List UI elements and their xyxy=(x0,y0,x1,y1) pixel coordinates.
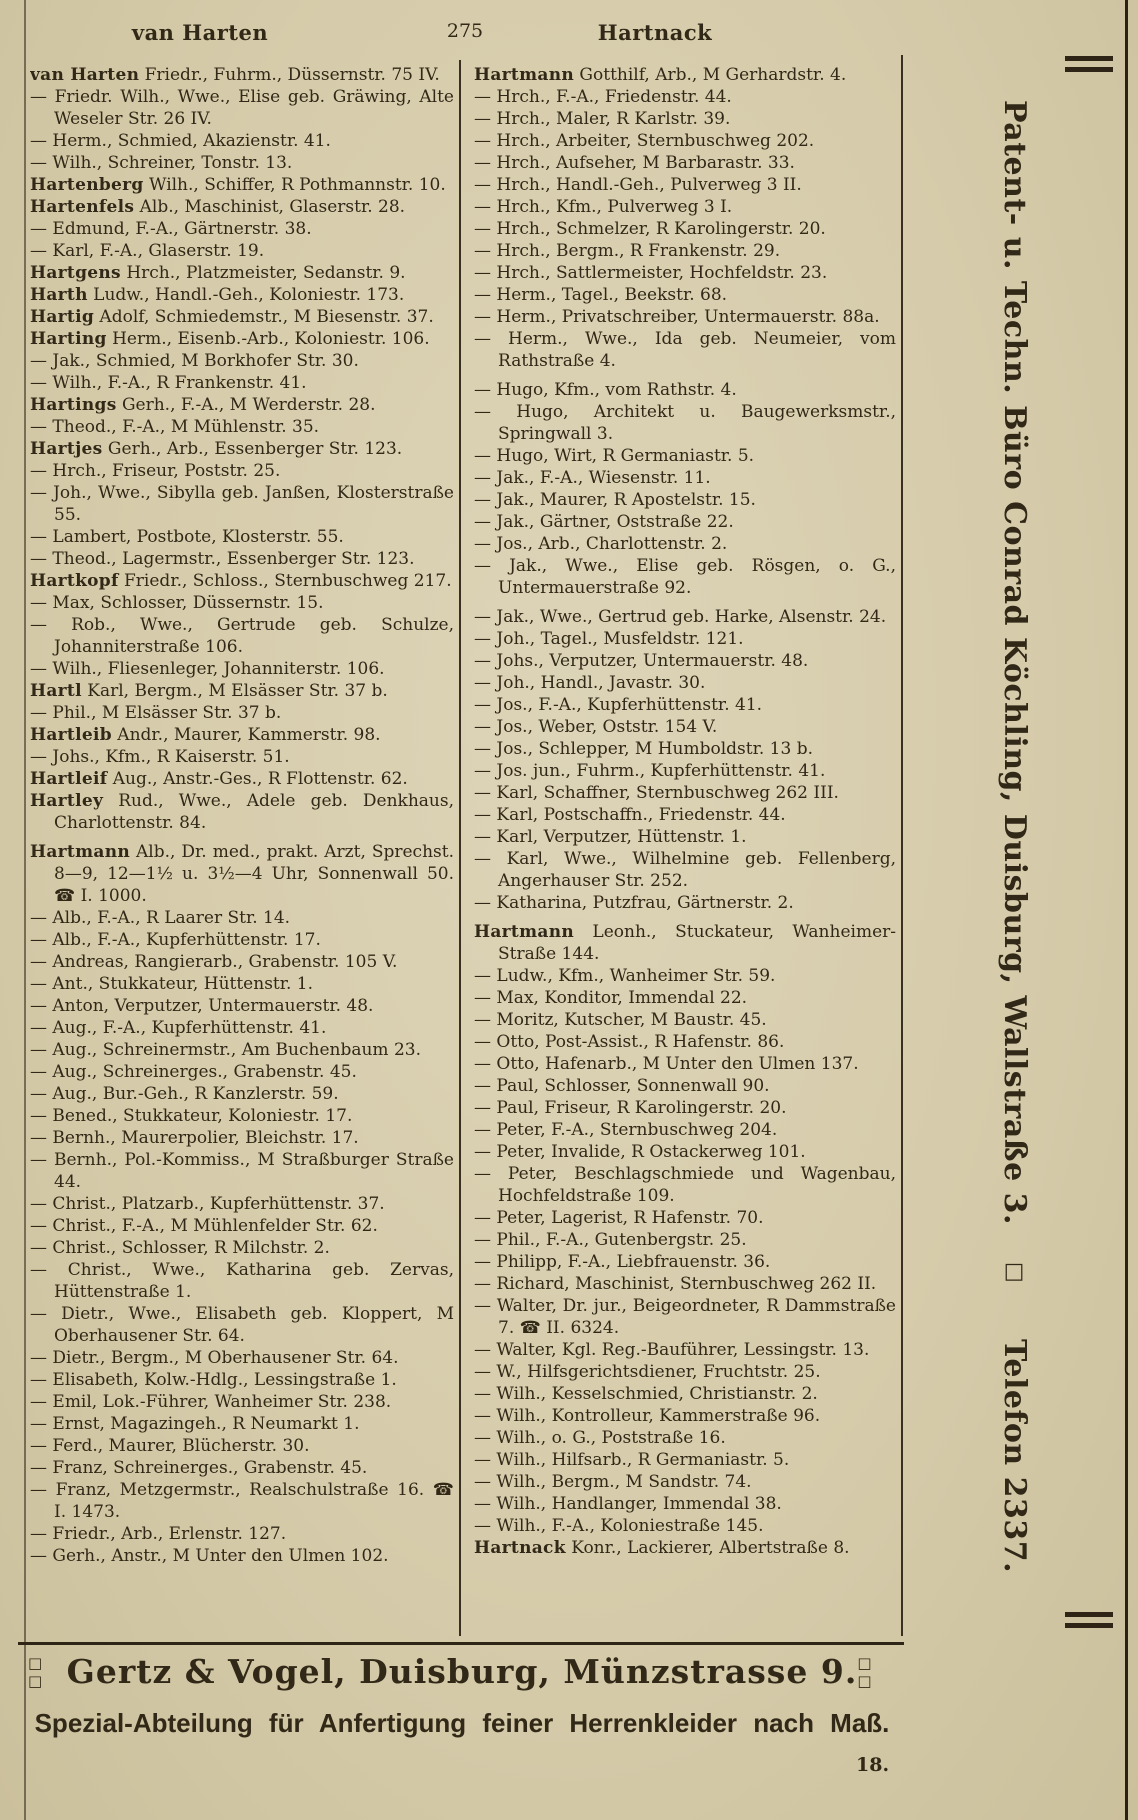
directory-entry: — Ant., Stukkateur, Hüttenstr. 1. xyxy=(30,974,314,994)
directory-entry: — Herm., Privatschreiber, Untermauerstr. 88a. xyxy=(474,307,880,327)
directory-entry: Hartjes Gerh., Arb., Essenberger Str. 123. xyxy=(30,439,403,459)
directory-entry: — Peter, Beschlagschmiede und Wagenbau, Hochfeldstraße 109. xyxy=(474,1164,896,1206)
directory-entry: — Hrch., F.-A., Friedenstr. 44. xyxy=(474,87,732,107)
entry-surname: Hartleib xyxy=(30,725,112,745)
directory-entry: — Franz, Schreinerges., Grabenstr. 45. xyxy=(30,1458,368,1478)
directory-entry: — Hrch., Schmelzer, R Karolingerstr. 20. xyxy=(474,219,826,239)
entry-surname: Hartnack xyxy=(474,1538,566,1558)
entry-surname: Hartl xyxy=(30,681,82,701)
directory-entry: — Anton, Verputzer, Untermauerstr. 48. xyxy=(30,996,374,1016)
entry-surname: Hartmann xyxy=(474,922,575,942)
column-left xyxy=(30,64,454,1636)
directory-entry: — Max, Schlosser, Düssernstr. 15. xyxy=(30,593,324,613)
entry-surname: Harting xyxy=(30,329,107,349)
directory-entry: — Paul, Friseur, R Karolingerstr. 20. xyxy=(474,1098,787,1118)
directory-entry: — Christ., Platzarb., Kupferhüttenstr. 37. xyxy=(30,1194,385,1214)
directory-entry: — Phil., M Elsässer Str. 37 b. xyxy=(30,703,282,723)
square-ornament-icon: □ □ xyxy=(857,1653,880,1690)
directory-entry: — Otto, Post-Assist., R Hafenstr. 86. xyxy=(474,1032,785,1052)
directory-entry: Hartleib Andr., Maurer, Kammerstr. 98. xyxy=(30,725,381,745)
entry-surname: Hartgens xyxy=(30,263,121,283)
directory-entry: — Elisabeth, Kolw.-Hdlg., Lessingstraße 1. xyxy=(30,1370,397,1390)
entry-surname: Hartmann xyxy=(474,65,575,85)
directory-entry: — Emil, Lok.-Führer, Wanheimer Str. 238. xyxy=(30,1392,392,1412)
directory-entry: — Wilh., Schreiner, Tonstr. 13. xyxy=(30,153,293,173)
directory-entry: — Franz, Metzgermstr., Realschulstraße 16. ☎ I. 1473. xyxy=(30,1480,454,1522)
directory-entry: — W., Hilfsgerichtsdiener, Fruchtstr. 25. xyxy=(474,1362,821,1382)
directory-entry: — Wilh., Bergm., M Sandstr. 74. xyxy=(474,1472,752,1492)
directory-entry: — Paul, Schlosser, Sonnenwall 90. xyxy=(474,1076,770,1096)
side-ad-text xyxy=(994,100,1034,1612)
directory-entry: Hartley Rud., Wwe., Adele geb. Denkhaus, Charlottenstr. 84. xyxy=(30,791,454,833)
column-right xyxy=(474,64,896,1636)
directory-entry: Hartenfels Alb., Maschinist, Glaserstr. 28. xyxy=(30,197,406,217)
page-header xyxy=(30,20,894,52)
directory-entry: — Johs., Kfm., R Kaiserstr. 51. xyxy=(30,747,290,767)
entry-surname: Hartleif xyxy=(30,769,108,789)
directory-entry: — Lambert, Postbote, Klosterstr. 55. xyxy=(30,527,344,547)
directory-entry: — Jak., Gärtner, Oststraße 22. xyxy=(474,512,734,532)
directory-entry: — Wilh., Handlanger, Immendal 38. xyxy=(474,1494,782,1514)
directory-entry: — Theod., Lagermstr., Essenberger Str. 123. xyxy=(30,549,415,569)
entry-surname: Hartley xyxy=(30,791,104,811)
directory-entry: — Wilh., o. G., Poststraße 16. xyxy=(474,1428,726,1448)
directory-entry: — Joh., Handl., Javastr. 30. xyxy=(474,673,706,693)
directory-entry: Hartmann Alb., Dr. med., prakt. Arzt, Sprechst. 8—9, 12—1½ u. 3½—4 Uhr, Sonnenwall 50. ☎ I. 1000. xyxy=(30,842,454,906)
directory-entry: — Herm., Wwe., Ida geb. Neumeier, vom Rathstraße 4. xyxy=(474,329,896,371)
directory-entry: — Rob., Wwe., Gertrude geb. Schulze, Johanniterstraße 106. xyxy=(30,615,454,657)
directory-entry: — Joh., Wwe., Sibylla geb. Janßen, Klosterstraße 55. xyxy=(30,483,454,525)
directory-entry: — Aug., Schreinermstr., Am Buchenbaum 23. xyxy=(30,1040,421,1060)
directory-entry: Hartmann Gotthilf, Arb., M Gerhardstr. 4. xyxy=(474,65,847,85)
directory-entry: — Dietr., Wwe., Elisabeth geb. Kloppert, M Oberhausener Str. 64. xyxy=(30,1304,454,1346)
footer-ad-name: Gertz & Vogel, Duisburg, Münzstrasse 9. xyxy=(66,1652,858,1691)
directory-entry: — Karl, F.-A., Glaserstr. 19. xyxy=(30,241,265,261)
signature-mark: 18. xyxy=(856,1754,890,1776)
directory-entry: — Wilh., Hilfsarb., R Germaniastr. 5. xyxy=(474,1450,790,1470)
directory-entry: — Philipp, F.-A., Liebfrauenstr. 36. xyxy=(474,1252,771,1272)
directory-entry: — Wilh., Kesselschmied, Christianstr. 2. xyxy=(474,1384,818,1404)
footer-rule xyxy=(18,1642,904,1645)
entry-surname: van Harten xyxy=(30,65,140,85)
directory-entry: — Andreas, Rangierarb., Grabenstr. 105 V. xyxy=(30,952,398,972)
directory-entry: — Aug., Schreinerges., Grabenstr. 45. xyxy=(30,1062,357,1082)
page-left-edge-line xyxy=(24,0,26,1820)
directory-entry: Hartleif Aug., Anstr.-Ges., R Flottenstr. 62. xyxy=(30,769,408,789)
directory-entry: — Friedr., Arb., Erlenstr. 127. xyxy=(30,1524,287,1544)
footer-ad xyxy=(28,1652,896,1691)
directory-entry: — Joh., Tagel., Musfeldstr. 121. xyxy=(474,629,744,649)
directory-entry: Harting Herm., Eisenb.-Arb., Koloniestr. 106. xyxy=(30,329,430,349)
directory-entry: Hartnack Konr., Lackierer, Albertstraße 8. xyxy=(474,1538,850,1558)
directory-entry: — Alb., F.-A., R Laarer Str. 14. xyxy=(30,908,291,928)
entry-surname: Hartkopf xyxy=(30,571,119,591)
entry-surname: Harth xyxy=(30,285,88,305)
entry-surname: Hartmann xyxy=(30,842,131,862)
directory-entry: — Jak., F.-A., Wiesenstr. 11. xyxy=(474,468,711,488)
entry-surname: Hartenberg xyxy=(30,175,144,195)
double-rule-ornament-bottom xyxy=(1065,1612,1113,1628)
column-divider xyxy=(459,60,461,1636)
directory-entry: Hartl Karl, Bergm., M Elsässer Str. 37 b. xyxy=(30,681,388,701)
directory-entry: — Moritz, Kutscher, M Baustr. 45. xyxy=(474,1010,767,1030)
directory-entry: — Christ., Schlosser, R Milchstr. 2. xyxy=(30,1238,330,1258)
page-right-edge-line xyxy=(1125,0,1128,1820)
directory-entry: — Richard, Maschinist, Sternbuschweg 262 II. xyxy=(474,1274,877,1294)
directory-entry: — Max, Konditor, Immendal 22. xyxy=(474,988,748,1008)
directory-entry: — Ludw., Kfm., Wanheimer Str. 59. xyxy=(474,966,776,986)
directory-entry: — Peter, Lagerist, R Hafenstr. 70. xyxy=(474,1208,764,1228)
directory-entry: — Johs., Verputzer, Untermauerstr. 48. xyxy=(474,651,809,671)
directory-entry: — Christ., F.-A., M Mühlenfelder Str. 62. xyxy=(30,1216,378,1236)
side-ad-divider xyxy=(901,55,903,1636)
entry-surname: Hartings xyxy=(30,395,117,415)
directory-entry: — Bernh., Maurerpolier, Bleichstr. 17. xyxy=(30,1128,359,1148)
directory-entry: — Hugo, Architekt u. Baugewerksmstr., Springwall 3. xyxy=(474,402,896,444)
header-left-keyword: van Harten xyxy=(131,20,269,45)
directory-entry: — Wilh., Kontrolleur, Kammerstraße 96. xyxy=(474,1406,821,1426)
directory-entry: — Hrch., Friseur, Poststr. 25. xyxy=(30,461,281,481)
directory-entry: — Hrch., Sattlermeister, Hochfeldstr. 23. xyxy=(474,263,828,283)
directory-entry: — Herm., Schmied, Akazienstr. 41. xyxy=(30,131,331,151)
directory-entry: — Hrch., Bergm., R Frankenstr. 29. xyxy=(474,241,781,261)
directory-entry: — Jak., Wwe., Elise geb. Rösgen, o. G., Untermauerstraße 92. xyxy=(474,556,896,598)
directory-entry: — Hrch., Maler, R Karlstr. 39. xyxy=(474,109,731,129)
side-ad-line1: Patent- u. Techn. Büro Conrad Köchling, Duisburg, Wallstraße 3. xyxy=(997,100,1032,1225)
directory-entry: — Wilh., F.-A., Koloniestraße 145. xyxy=(474,1516,764,1536)
page-number: 275 xyxy=(446,20,484,42)
double-rule-ornament-top xyxy=(1065,56,1113,72)
directory-entry: — Christ., Wwe., Katharina geb. Zervas, Hüttenstraße 1. xyxy=(30,1260,454,1302)
directory-entry: — Edmund, F.-A., Gärtnerstr. 38. xyxy=(30,219,312,239)
directory-entry: van Harten Friedr., Fuhrm., Düssernstr. 75 IV. xyxy=(30,65,440,85)
square-ornament-icon: □ xyxy=(1001,1257,1027,1285)
square-ornament-icon: □ □ xyxy=(28,1653,51,1690)
directory-entry: — Ernst, Magazingeh., R Neumarkt 1. xyxy=(30,1414,360,1434)
directory-entry: — Walter, Dr. jur., Beigeordneter, R Dammstraße 7. ☎ II. 6324. xyxy=(474,1296,896,1338)
directory-entry: — Phil., F.-A., Gutenbergstr. 25. xyxy=(474,1230,747,1250)
directory-entry: — Wilh., F.-A., R Frankenstr. 41. xyxy=(30,373,307,393)
directory-entry: — Ferd., Maurer, Blücherstr. 30. xyxy=(30,1436,310,1456)
directory-entry: Hartkopf Friedr., Schloss., Sternbuschweg 217. xyxy=(30,571,452,591)
directory-entry: — Katharina, Putzfrau, Gärtnerstr. 2. xyxy=(474,893,794,913)
footer-ad-subline: Spezial-Abteilung für Anfertigung feiner Herrenkleider nach Maß. xyxy=(34,1708,890,1738)
entry-surname: Hartig xyxy=(30,307,95,327)
header-right-keyword: Hartnack xyxy=(597,20,713,45)
directory-entry: — Jak., Maurer, R Apostelstr. 15. xyxy=(474,490,756,510)
entry-surname: Hartenfels xyxy=(30,197,135,217)
directory-entry: Hartmann Leonh., Stuckateur, Wanheimer-Straße 144. xyxy=(474,922,896,964)
directory-entry: — Aug., Bur.-Geh., R Kanzlerstr. 59. xyxy=(30,1084,339,1104)
directory-entry: — Karl, Wwe., Wilhelmine geb. Fellenberg, Angerhauser Str. 252. xyxy=(474,849,896,891)
directory-entry: — Jos., Weber, Oststr. 154 V. xyxy=(474,717,718,737)
directory-entry: — Theod., F.-A., M Mühlenstr. 35. xyxy=(30,417,320,437)
directory-entry: — Jak., Schmied, M Borkhofer Str. 30. xyxy=(30,351,359,371)
directory-entry: Hartings Gerh., F.-A., M Werderstr. 28. xyxy=(30,395,376,415)
directory-entry: — Wilh., Fliesenleger, Johanniterstr. 106. xyxy=(30,659,385,679)
directory-entry: — Peter, F.-A., Sternbuschweg 204. xyxy=(474,1120,778,1140)
directory-entry: Hartig Adolf, Schmiedemstr., M Biesenstr. 37. xyxy=(30,307,434,327)
directory-entry: — Jos. jun., Fuhrm., Kupferhüttenstr. 41. xyxy=(474,761,826,781)
directory-entry: — Jak., Wwe., Gertrud geb. Harke, Alsenstr. 24. xyxy=(474,607,887,627)
entry-surname: Hartjes xyxy=(30,439,103,459)
directory-entry: — Bened., Stukkateur, Koloniestr. 17. xyxy=(30,1106,353,1126)
directory-entry: Hartgens Hrch., Platzmeister, Sedanstr. 9. xyxy=(30,263,406,283)
directory-entry: — Peter, Invalide, R Ostackerweg 101. xyxy=(474,1142,806,1162)
directory-entry: — Karl, Postschaffn., Friedenstr. 44. xyxy=(474,805,786,825)
directory-entry: — Karl, Verputzer, Hüttenstr. 1. xyxy=(474,827,747,847)
directory-entry: — Alb., F.-A., Kupferhüttenstr. 17. xyxy=(30,930,321,950)
directory-entry: — Hrch., Arbeiter, Sternbuschweg 202. xyxy=(474,131,815,151)
directory-entry: — Jos., F.-A., Kupferhüttenstr. 41. xyxy=(474,695,763,715)
directory-entry: Harth Ludw., Handl.-Geh., Koloniestr. 173. xyxy=(30,285,405,305)
directory-entry: — Aug., F.-A., Kupferhüttenstr. 41. xyxy=(30,1018,327,1038)
directory-entry: — Otto, Hafenarb., M Unter den Ulmen 137. xyxy=(474,1054,859,1074)
directory-entry: — Jos., Schlepper, M Humboldstr. 13 b. xyxy=(474,739,813,759)
directory-entry: — Karl, Schaffner, Sternbuschweg 262 III. xyxy=(474,783,839,803)
directory-entry: — Hrch., Kfm., Pulverweg 3 I. xyxy=(474,197,733,217)
directory-entry: — Dietr., Bergm., M Oberhausener Str. 64. xyxy=(30,1348,399,1368)
directory-entry: — Jos., Arb., Charlottenstr. 2. xyxy=(474,534,728,554)
directory-entry: Hartenberg Wilh., Schiffer, R Pothmannstr. 10. xyxy=(30,175,446,195)
directory-entry: — Hrch., Aufseher, M Barbarastr. 33. xyxy=(474,153,795,173)
directory-entry: — Bernh., Pol.-Kommiss., M Straßburger Straße 44. xyxy=(30,1150,454,1192)
side-ad xyxy=(905,50,1123,1636)
side-ad-line2: Telefon 2337. xyxy=(997,1339,1032,1574)
directory-entry: — Walter, Kgl. Reg.-Bauführer, Lessingstr. 13. xyxy=(474,1340,870,1360)
directory-entry: — Hugo, Kfm., vom Rathstr. 4. xyxy=(474,380,737,400)
directory-entry: — Herm., Tagel., Beekstr. 68. xyxy=(474,285,728,305)
directory-entry: — Friedr. Wilh., Wwe., Elise geb. Gräwing, Alte Weseler Str. 26 IV. xyxy=(30,87,454,129)
directory-entry: — Hugo, Wirt, R Germaniastr. 5. xyxy=(474,446,755,466)
directory-entry: — Hrch., Handl.-Geh., Pulverweg 3 II. xyxy=(474,175,802,195)
directory-entry: — Gerh., Anstr., M Unter den Ulmen 102. xyxy=(30,1546,389,1566)
